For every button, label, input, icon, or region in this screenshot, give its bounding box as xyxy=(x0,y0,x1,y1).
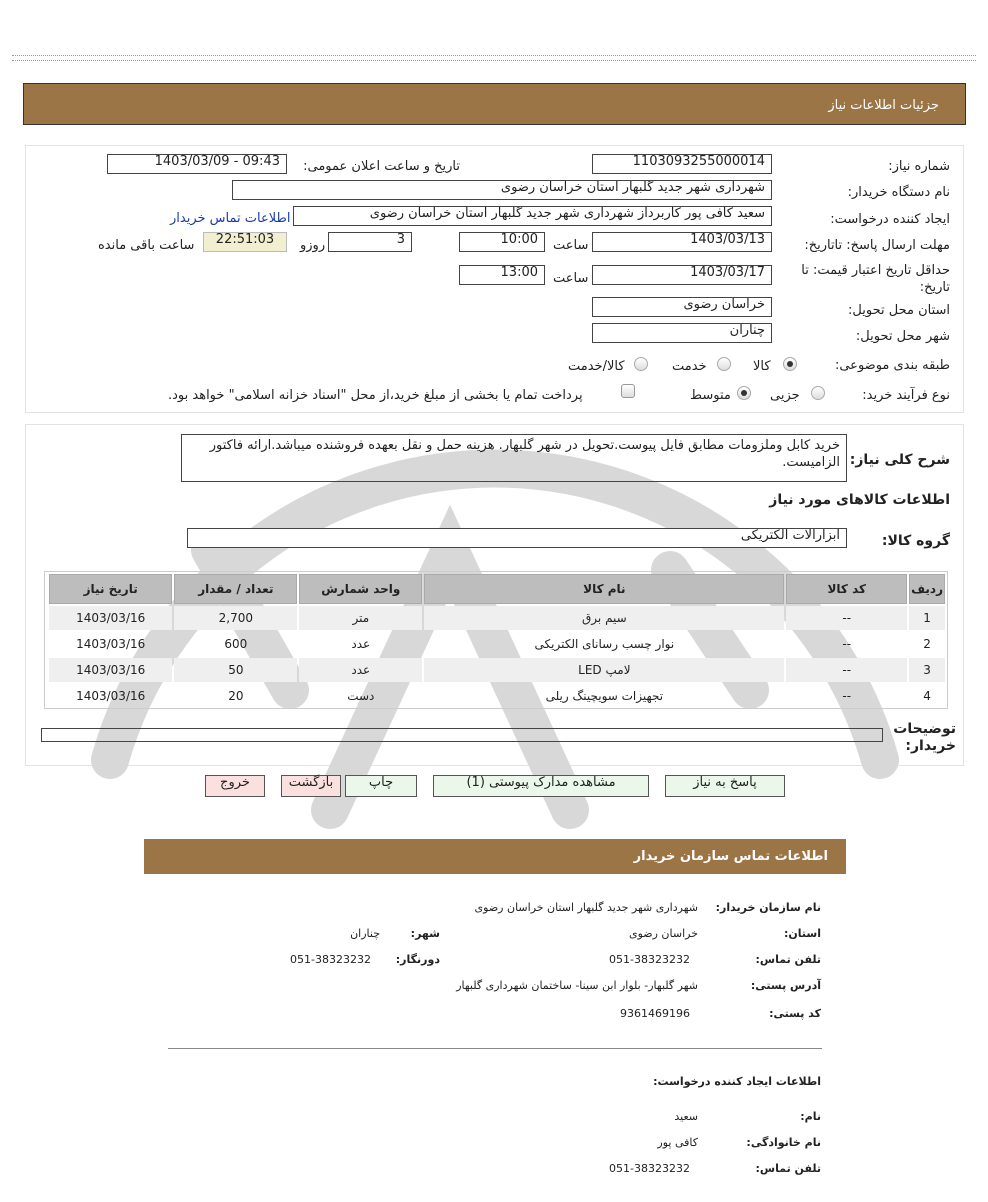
reply-date-field: 1403/03/13 xyxy=(592,232,772,252)
postal-label: کد پستی: xyxy=(769,1007,821,1020)
category-label: طبقه بندی موضوعی: xyxy=(834,358,950,373)
category-goods-radio[interactable] xyxy=(783,357,797,371)
cell-code: -- xyxy=(842,637,852,651)
process-label: نوع فرآیند خرید: xyxy=(862,388,950,403)
cell-row: 2 xyxy=(923,637,931,651)
process-partial-radio[interactable] xyxy=(811,386,825,400)
creator-name-label: نام: xyxy=(800,1110,821,1123)
announce-label: تاریخ و ساعت اعلان عمومی: xyxy=(303,159,460,174)
validity-time-field: 13:00 xyxy=(459,265,545,285)
org-label: نام سازمان خریدار: xyxy=(715,901,821,914)
description-field: خرید کابل وملزومات مطابق فایل پیوست.تحویل در شهر گلبهار. هزینه حمل و نقل بعهده فروشنده میباشد.ارائه فاکتور الزامیست. xyxy=(181,434,847,482)
cell-qty: 600 xyxy=(224,637,248,651)
buyer-notes-field xyxy=(41,728,883,742)
table-row xyxy=(49,632,945,656)
validity-label: حداقل تاریخ اعتبار قیمت: تا تاریخ: xyxy=(801,263,950,295)
cell-date: 1403/03/16 xyxy=(76,637,146,651)
category-service-label: خدمت xyxy=(672,359,707,374)
creator-phone-label: تلفن تماس: xyxy=(755,1162,821,1175)
org-value: شهرداری شهر جدید گلبهار استان خراسان رضوی xyxy=(474,901,698,914)
category-both-radio[interactable] xyxy=(634,357,648,371)
cell-code: -- xyxy=(786,606,907,630)
reply-deadline-label: مهلت ارسال پاسخ: تاتاریخ: xyxy=(804,238,950,253)
print-button[interactable]: چاپ xyxy=(345,775,417,797)
contact-city-value: چناران xyxy=(350,927,380,940)
contact-fax-label: دورنگار: xyxy=(395,953,440,966)
contact-divider xyxy=(168,1048,822,1049)
cell-date: 1403/03/16 xyxy=(76,689,146,703)
attachments-button[interactable]: مشاهده مدارک پیوستی (1) xyxy=(433,775,649,797)
items-table-frame xyxy=(44,571,948,709)
creator-family-label: نام خانوادگی: xyxy=(746,1136,821,1149)
reply-time-field: 10:00 xyxy=(459,232,545,252)
city-field: چناران xyxy=(592,323,772,343)
cell-unit: دست xyxy=(347,689,375,703)
description-label: شرح کلی نیاز: xyxy=(849,452,950,468)
remaining-time-field: 22:51:03 xyxy=(203,232,287,252)
treasury-payment-note: پرداخت تمام یا بخشی از مبلغ خرید،از محل "اسناد خزانه اسلامی" خواهد بود. xyxy=(168,388,583,403)
buyer-label: نام دستگاه خریدار: xyxy=(847,185,950,200)
cell-date: 1403/03/16 xyxy=(49,606,172,630)
page-title: جزئیات اطلاعات نیاز xyxy=(828,98,939,113)
contact-header xyxy=(144,839,846,874)
goods-group-label: گروه کالا: xyxy=(881,533,950,549)
contact-phone-value: 051-38323232 xyxy=(609,953,690,966)
address-value: شهر گلبهار- بلوار ابن سینا- ساختمان شهرداری گلبهار xyxy=(456,979,698,992)
contact-province-value: خراسان رضوی xyxy=(628,927,698,940)
creator-section-title: اطلاعات ایجاد کننده درخواست: xyxy=(653,1075,821,1088)
treasury-payment-checkbox[interactable] xyxy=(621,384,635,398)
cell-row: 3 xyxy=(909,658,945,682)
cell-date: 1403/03/16 xyxy=(49,658,172,682)
col-code-header: کد کالا xyxy=(786,574,907,604)
province-label: استان محل تحویل: xyxy=(848,303,950,318)
col-date-header: تاریخ نیاز xyxy=(49,574,172,604)
col-qty-header: تعداد / مقدار xyxy=(174,574,297,604)
creator-phone-value: 051-38323232 xyxy=(609,1162,690,1175)
cell-code: -- xyxy=(842,689,852,703)
creator-field: سعید کافی پور کاربرداز شهرداری شهر جدید گلبهار استان خراسان رضوی xyxy=(293,206,772,226)
process-medium-label: متوسط xyxy=(690,388,731,403)
creator-name-value: سعید xyxy=(674,1110,698,1123)
cell-unit: متر xyxy=(299,606,422,630)
need-number-field: 1103093255000014 xyxy=(592,154,772,174)
buyer-field: شهرداری شهر جدید گلبهار استان خراسان رضوی xyxy=(232,180,772,200)
days-label: روزو xyxy=(300,238,326,253)
cell-row: 1 xyxy=(909,606,945,630)
cell-qty: 2,700 xyxy=(174,606,297,630)
contact-province-label: استان: xyxy=(784,927,821,940)
validity-date-field: 1403/03/17 xyxy=(592,265,772,285)
category-service-radio[interactable] xyxy=(717,357,731,371)
back-button[interactable]: بازگشت xyxy=(281,775,341,797)
contact-city-label: شهر: xyxy=(410,927,440,940)
contact-fax-value: 051-38323232 xyxy=(290,953,371,966)
cell-code: -- xyxy=(786,658,907,682)
items-table xyxy=(47,572,947,710)
postal-value: 9361469196 xyxy=(620,1007,690,1020)
cell-name: لامپ LED xyxy=(424,658,784,682)
buyer-notes-label: توضیحات خریدار: xyxy=(893,721,956,754)
process-partial-label: جزیی xyxy=(770,388,800,403)
goods-info-heading: اطلاعات کالاهای مورد نیاز xyxy=(769,492,950,508)
contact-title: اطلاعات تماس سازمان خریدار xyxy=(633,849,828,864)
page-header xyxy=(23,83,966,125)
validity-hour-label: ساعت xyxy=(553,271,589,286)
col-row-header: ردیف xyxy=(909,574,945,604)
cell-name: نوار چسب رسانای الکتریکی xyxy=(534,637,675,651)
contact-phone-label: تلفن تماس: xyxy=(755,953,821,966)
announce-field: 1403/03/09 - 09:43 xyxy=(107,154,287,174)
remaining-label: ساعت باقی مانده xyxy=(98,238,195,253)
reply-hour-label: ساعت xyxy=(553,238,589,253)
creator-label: ایجاد کننده درخواست: xyxy=(830,212,950,227)
cell-unit: عدد xyxy=(351,637,371,651)
city-label: شهر محل تحویل: xyxy=(855,329,950,344)
items-table-header xyxy=(49,574,945,604)
top-divider xyxy=(12,55,976,61)
cell-name: سیم برق xyxy=(424,606,784,630)
address-label: آدرس پستی: xyxy=(750,979,821,992)
category-both-label: کالا/خدمت xyxy=(568,359,625,374)
table-row xyxy=(49,658,945,682)
col-name-header: نام کالا xyxy=(424,574,784,604)
buyer-contact-link[interactable]: اطلاعات تماس خریدار xyxy=(170,211,291,226)
days-field: 3 xyxy=(328,232,412,252)
table-row xyxy=(49,606,945,630)
category-goods-label: کالا xyxy=(753,359,771,374)
cell-qty: 50 xyxy=(174,658,297,682)
reply-button[interactable]: پاسخ به نیاز xyxy=(665,775,785,797)
cell-unit: عدد xyxy=(299,658,422,682)
cell-row: 4 xyxy=(923,689,931,703)
table-row xyxy=(49,684,945,708)
goods-group-field: ابزارالات الکتریکی xyxy=(187,528,847,548)
cell-name: تجهیزات سویچینگ ریلی xyxy=(545,689,664,703)
province-field: خراسان رضوی xyxy=(592,297,772,317)
exit-button[interactable]: خروج xyxy=(205,775,265,797)
cell-qty: 20 xyxy=(228,689,244,703)
process-medium-radio[interactable] xyxy=(737,386,751,400)
need-number-label: شماره نیاز: xyxy=(888,159,950,174)
creator-family-value: کافی پور xyxy=(657,1136,698,1149)
col-unit-header: واحد شمارش xyxy=(299,574,422,604)
